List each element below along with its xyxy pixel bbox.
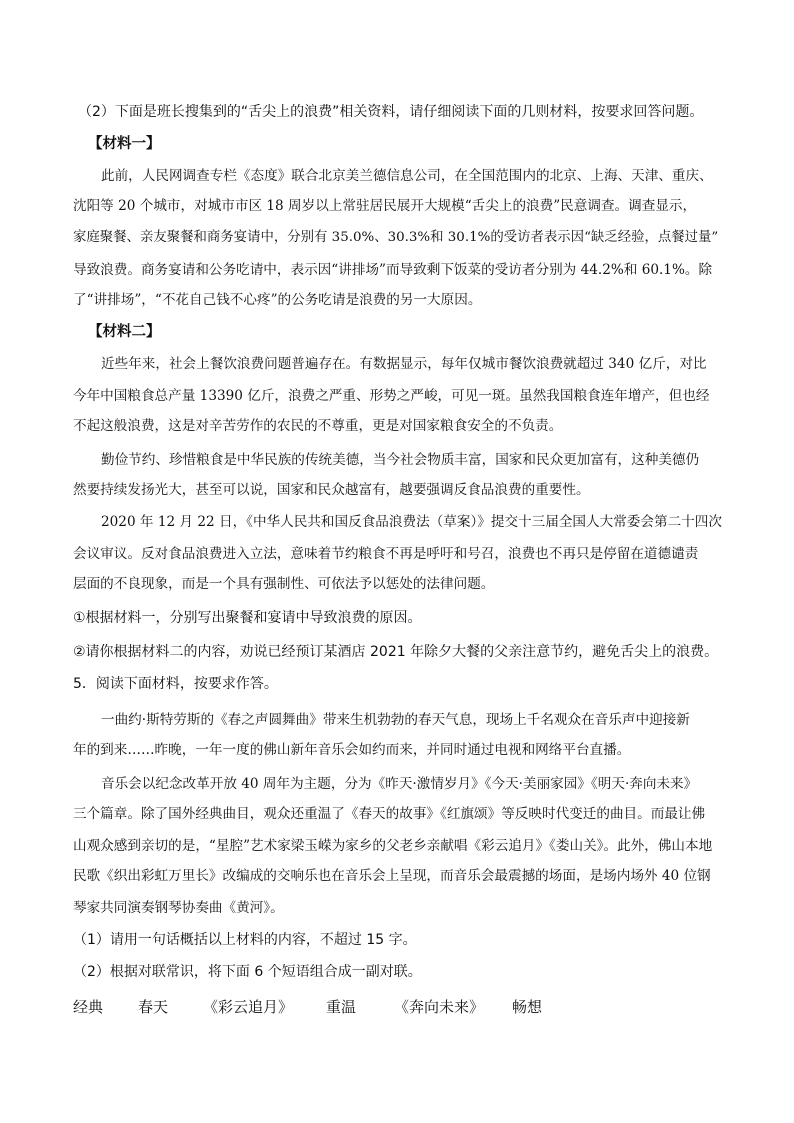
question-2-intro: （2）下面是班长搜集到的“舌尖上的浪费”相关资料，请仔细阅读下面的几则材料，按要求回答问题。 — [78, 104, 704, 120]
material-2-line: 会议审议。反对食品浪费进入立法，意味着节约粮食不再是呼吁和号召，浪费也不再只是停留在道德谴责 — [73, 546, 699, 562]
phrase-item: 重温 — [326, 998, 357, 1016]
material-1-line: 此前，人民网调查专栏《态度》联合北京美兰德信息公司，在全国范围内的北京、上海、天津、重庆、 — [101, 168, 713, 184]
question-5-line: 一曲约·斯特劳斯的《春之声圆舞曲》带来生机勃勃的春天气息，现场上千名观众在音乐声中迎接新 — [101, 712, 690, 728]
material-2-line: 今年中国粮食总产量 13390 亿斤，浪费之严重、形势之严峻，可见一斑。虽然我国粮食连年增产，但也经 — [73, 388, 710, 404]
sub-question-1: （1）请用一句话概括以上材料的内容，不超过 15 字。 — [73, 932, 417, 948]
question-5-line: 三个篇章。除了国外经典曲目，观众还重温了《春天的故事》《红旗颂》等反映时代变迁的曲目。而最让佛 — [73, 806, 706, 822]
phrase-item: 畅想 — [512, 998, 543, 1016]
material-1-line: 家庭聚餐、亲友聚餐和商务宴请中，分别有 35.0%、30.3%和 30.1%的受访者表示因“缺乏经验，点餐过量” — [73, 230, 719, 245]
material-2-line: 然要持续发扬光大，甚至可以说，国家和民众越富有，越要强调反食品浪费的重要性。 — [73, 482, 590, 498]
phrase-item: 《彩云追月》 — [203, 998, 294, 1016]
phrase-item: 经典 — [73, 998, 104, 1016]
task-1: ①根据材料一，分别写出聚餐和宴请中导致浪费的原因。 — [73, 610, 422, 626]
question-5-line: 民歌《织出彩虹万里长》改编成的交响乐也在音乐会上呈现，而音乐会最震撼的场面，是场内场外 40 位钢 — [73, 868, 711, 884]
material-1-line: 沈阳等 20 个城市，对城市市区 18 周岁以上常驻居民展开大规模“舌尖上的浪费”民意调查。调查显示， — [73, 198, 697, 214]
question-5-line: 音乐会以纪念改革开放 40 周年为主题，分为《昨天·激情岁月》《今天·美丽家园》《明天·奔向未来》 — [101, 776, 698, 792]
material-1-title: 【材料一】 — [88, 136, 161, 152]
material-2-line: 近些年来，社会上餐饮浪费问题普遍存在。有数据显示，每年仅城市餐饮浪费就超过 340 亿斤，对比 — [101, 356, 707, 372]
material-1-line: 导致浪费。商务宴请和公务吃请中，表示因“讲排场”而导致剩下饭菜的受访者分别为 44.2%和 60.1%。除 — [73, 262, 713, 278]
question-5-line: 琴家共同演奏钢琴协奏曲《黄河》。 — [73, 900, 284, 916]
material-2-title: 【材料二】 — [88, 324, 161, 340]
question-5-line: 年的到来……昨晚，一年一度的佛山新年音乐会如约而来，并同时通过电视和网络平台直播。 — [73, 742, 631, 758]
material-2-line: 勤俭节约、珍惜粮食是中华民族的传统美德，当今社会物质丰富，国家和民众更加富有，这种美德仍 — [101, 452, 700, 468]
question-5-intro: 5．阅读下面材料，按要求作答。 — [73, 676, 278, 692]
couplet-phrase-list — [0, 996, 794, 1018]
material-1-line: 了“讲排场”，“不花自己钱不心疼”的公务吃请是浪费的另一大原因。 — [73, 292, 482, 308]
material-2-line: 层面的不良现象，而是一个具有强制性、可依法予以惩处的法律问题。 — [73, 576, 495, 592]
question-5-line: 山观众感到亲切的是，“星腔”艺术家梁玉嵘为家乡的父老乡亲献唱《彩云追月》《娄山关》。此外，佛山本地 — [73, 838, 713, 854]
sub-question-2: （2）根据对联常识，将下面 6 个短语组合成一副对联。 — [73, 964, 422, 980]
material-2-line: 2020 年 12 月 22 日，《中华人民共和国反食品浪费法（草案）》提交十三届全国人大常委会第二十四次 — [101, 514, 722, 530]
material-2-line: 不起这般浪费，这是对辛苦劳作的农民的不尊重，更是对国家粮食安全的不负责。 — [73, 418, 563, 434]
phrase-item: 春天 — [138, 998, 169, 1016]
phrase-item: 《奔向未来》 — [394, 998, 485, 1016]
task-2: ②请你根据材料二的内容，劝说已经预订某酒店 2021 年除夕大餐的父亲注意节约，避免舌尖上的浪费。 — [73, 644, 719, 660]
